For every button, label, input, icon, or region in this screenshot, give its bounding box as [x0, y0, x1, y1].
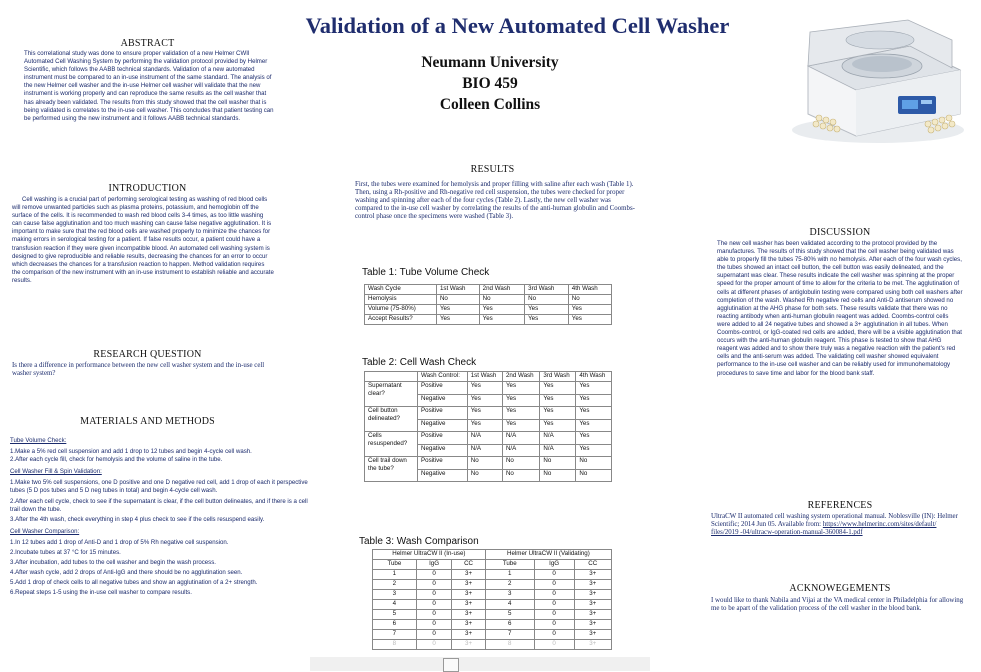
table-cell: 0	[416, 600, 452, 610]
table-cell: Yes	[436, 315, 479, 325]
table-cell: Yes	[467, 394, 502, 407]
table-row	[365, 407, 612, 420]
table-cell: 0	[416, 620, 452, 630]
table1-header: 2nd Wash	[479, 285, 524, 295]
table-row	[373, 620, 612, 630]
table2-group-label: Supernatant clear?	[365, 382, 418, 407]
table-cell: N/A	[467, 432, 502, 445]
table-cell: 0	[534, 600, 574, 610]
methods-step: 2.Incubate tubes at 37 °C for 15 minutes.	[10, 549, 121, 557]
table-cell: Positive	[418, 382, 468, 395]
table-cell: Yes	[467, 419, 502, 432]
table-cell: Yes	[568, 315, 611, 325]
table-cell: 0	[534, 590, 574, 600]
table-cell: Yes	[576, 419, 612, 432]
table-cell: 3+	[452, 570, 485, 580]
table-row	[373, 610, 612, 620]
table2-header: 4th Wash	[576, 372, 612, 382]
table-cell: 3+	[452, 610, 485, 620]
table3-header: Tube	[373, 560, 417, 570]
table-cell: Yes	[436, 305, 479, 315]
references-text: UltraCW II automated cell washing system operational manual. Noblesville (IN): Helmer Scientific; 2014 Jun 05. Available from:	[711, 513, 958, 529]
methods-subheading-volume: Tube Volume Check:	[10, 437, 67, 444]
table-cell: No	[568, 295, 611, 305]
table-cell: Negative	[418, 469, 468, 482]
table-cell: 3+	[452, 590, 485, 600]
university-name: Neumann University	[421, 54, 559, 71]
references-heading: REFERENCES	[807, 500, 873, 511]
methods-heading: MATERIALS AND METHODS	[80, 416, 215, 427]
table-row	[373, 600, 612, 610]
abstract-text: This correlational study was done to ensure proper validation of a new Helmer CWII Automated Cell Washing System by performing the validation protocol provided by Helmer Scientific, which follows the AABB technical standards. Validation of a new automated instrument must be compared to an in-use instrument of the same standard. The analysis of the new Helmer cell washer and the in-use Helmer cell washer will validate that the new instrument is working properly and can reproduce the same results as the cell washer that has already been validated. The results from this study showed that the cell washer that is being validated is correlates to the in-use cell washer. This concludes that patient testing can be performed using the new instrument and it follows AABB technical standards.	[24, 50, 274, 122]
methods-step: 3.After incubation, add tubes to the cell washer and begin the wash process.	[10, 559, 216, 567]
table-cell: Accept Results?	[365, 315, 437, 325]
table3-caption: Table 3: Wash Comparison	[359, 536, 479, 547]
table-cell: 3+	[452, 620, 485, 630]
table-row	[365, 382, 612, 395]
table-cell: Negative	[418, 419, 468, 432]
table-cell: No	[467, 457, 502, 470]
table-cell: 3+	[574, 640, 611, 650]
table-cell: 0	[416, 610, 452, 620]
table-cell: 0	[534, 620, 574, 630]
table-cell: 5	[485, 610, 534, 620]
table-cell: 3+	[574, 570, 611, 580]
table-cell: No	[540, 469, 576, 482]
table-cell: Yes	[568, 305, 611, 315]
table2-header: 2nd Wash	[502, 372, 539, 382]
table-cell: 3+	[452, 630, 485, 640]
methods-step: 5.Add 1 drop of check cells to all negative tubes and show an agglutination of a 2+ strength.	[10, 579, 258, 587]
table-cell: Yes	[576, 382, 612, 395]
table-cell: 3	[373, 590, 417, 600]
table-cell: 0	[534, 640, 574, 650]
table-row	[373, 590, 612, 600]
table-cell: N/A	[540, 432, 576, 445]
table1-header: 3rd Wash	[525, 285, 569, 295]
table-cell: Yes	[540, 407, 576, 420]
table-cell: No	[576, 457, 612, 470]
table-cell: Positive	[418, 407, 468, 420]
poster-title: Validation of a New Automated Cell Washer	[305, 13, 730, 38]
methods-step: 6.Repeat steps 1-5 using the in-use cell washer to compare results.	[10, 589, 192, 597]
table-cell: 3+	[574, 630, 611, 640]
table-cell: 3+	[452, 600, 485, 610]
references-block	[711, 513, 961, 537]
references-link[interactable]: https://www.helmerinc.com/sites/default/ files/2019 -04/ultracw-operation-manual-360084-1.pdf	[711, 521, 937, 537]
table-cell: Yes	[467, 407, 502, 420]
methods-subheading-comparison: Cell Washer Comparison:	[10, 527, 80, 535]
table-cell: 0	[416, 580, 452, 590]
table-cell: 1	[485, 570, 534, 580]
table1-caption: Table 1: Tube Volume Check	[362, 267, 490, 278]
table3-header: CC	[452, 560, 485, 570]
table-cell: 6	[485, 620, 534, 630]
table3-header: IgG	[416, 560, 452, 570]
table-cell: Yes	[502, 382, 539, 395]
table-cell: Yes	[502, 394, 539, 407]
table-cell: Yes	[540, 419, 576, 432]
table-cell: 3+	[574, 580, 611, 590]
table-cell: Positive	[418, 457, 468, 470]
table-cell: Yes	[479, 305, 524, 315]
results-text: First, the tubes were examined for hemolysis and proper filling with saline after each wash (Table 1). Then, using a Rh-positive and Rh-negative red cell suspension, the tubes were checked for proper washing and spinning after each of the four cycles (Table 2). Lastly, the new cell washer was compared to the in-use cell washer by correlating the results of the anti-human globulin and Coombs-control phase once the specimens were washed (Table 3).	[355, 181, 635, 221]
methods-content	[10, 437, 310, 598]
methods-step: 2.After each cell cycle, check to see if the supernatant is clear, if the cell button delineates, and if there is a cell trail down the tube.	[10, 497, 308, 513]
table3-header: Tube	[485, 560, 534, 570]
table-cell: 5	[373, 610, 417, 620]
table-row	[365, 295, 612, 305]
table3-group-right: Helmer UltraCW II (Validating)	[485, 550, 611, 560]
table-cell: Negative	[418, 444, 468, 457]
table-cell: Positive	[418, 432, 468, 445]
table2-header: Wash Control:	[418, 372, 468, 382]
table-cell: No	[436, 295, 479, 305]
table-cell: 0	[416, 630, 452, 640]
table-cell: 3+	[452, 580, 485, 590]
table-cell: 0	[416, 640, 452, 650]
table-cell: Yes	[467, 382, 502, 395]
viewer-toolbar-button[interactable]	[443, 658, 459, 672]
abstract-heading: ABSTRACT	[120, 38, 175, 49]
table-cell: 8	[373, 640, 417, 650]
table-cell: Yes	[525, 305, 569, 315]
methods-step: 2.After each cycle fill, check for hemolysis and the volume of saline in the tube.	[10, 456, 223, 464]
table3-wash-comparison	[372, 549, 612, 650]
table1-header: 1st Wash	[436, 285, 479, 295]
table-cell: 4	[485, 600, 534, 610]
table-cell: Yes	[576, 394, 612, 407]
methods-step: 4.After wash cycle, add 2 drops of Anti-IgG and there should be no agglutination seen.	[10, 569, 243, 577]
table2-caption: Table 2: Cell Wash Check	[362, 357, 477, 368]
table-cell: No	[525, 295, 569, 305]
table-cell: 3+	[574, 620, 611, 630]
table1-header: Wash Cycle	[365, 285, 437, 295]
table-cell: Yes	[502, 419, 539, 432]
table-row	[365, 315, 612, 325]
research-question-heading: RESEARCH QUESTION	[93, 349, 202, 360]
table-cell: N/A	[502, 432, 539, 445]
discussion-heading: DISCUSSION	[809, 227, 871, 238]
table-cell: 0	[534, 570, 574, 580]
table-cell: N/A	[502, 444, 539, 457]
viewer-toolbar	[310, 657, 650, 671]
table-cell: Yes	[525, 315, 569, 325]
table1-tube-volume	[364, 284, 612, 325]
table-cell: 7	[485, 630, 534, 640]
cell-washer-image	[790, 18, 965, 146]
table-cell: No	[576, 469, 612, 482]
introduction-heading: INTRODUCTION	[108, 183, 187, 194]
table3-header: IgG	[534, 560, 574, 570]
table-cell: 0	[534, 630, 574, 640]
research-question-text: Is there a difference in performance between the new cell washer system and the in-use cell washer system?	[12, 362, 265, 378]
discussion-text: The new cell washer has been validated according to the protocol provided by the manufactures. The results of this study showed that the cell washer being validated was able to properly fill the tubes 75-80% with no hemolysis. After each of the four wash cycles, the tubes showed an intact cell button, the cell button was easily delineated, and the supernatant was clear. These results indicate the cell washer was spinning at the proper speed for the proper amount of time to allow for the criteria to be met. The agglutination of cells at different phases of antiglobulin testing were compared using both cell washers after completion of the wash. Washed Rh negative red cells and Anti-D antiserum showed no agglutination at the AHG phase for both sets. These results validate that there was no reacting antibody when anti-human globulin reagent was added. Coombs-control cells were added to all 24 negative tubes and showed a 3+ agglutination in all tubes. When Coombs-control, or IgG-coated red cells are added, there will be a visible agglutination that occurs with the anti-human globulin reagent. This phase is tested to show that AHG reagent was added and to show there truly was a negative reaction with the patient's red cells and the anti-serum was added. The validating cell washer showed equivalent performance to the in-use cell washer and can be reliably used for immunohematology procedures to save time and labor for the blood bank staff.	[717, 240, 963, 377]
table-cell: No	[467, 469, 502, 482]
table-cell: Yes	[502, 407, 539, 420]
table-cell: 0	[416, 570, 452, 580]
table-cell: 7	[373, 630, 417, 640]
table-cell: 1	[373, 570, 417, 580]
methods-step: 1.In 12 tubes add 1 drop of Anti-D and 1 drop of 5% Rh negative cell suspension.	[10, 538, 229, 546]
table-cell: 0	[534, 580, 574, 590]
acknowledgements-heading: ACKNOWEGEMENTS	[789, 583, 891, 594]
table-cell: Yes	[540, 394, 576, 407]
table-cell: Yes	[540, 382, 576, 395]
table-row	[373, 630, 612, 640]
methods-step: 3.After the 4th wash, check everything in step 4 plus check to see if the cells resuspend easily.	[10, 515, 265, 523]
table-row	[365, 305, 612, 315]
table1-header: 4th Wash	[568, 285, 611, 295]
table-cell: 3+	[574, 590, 611, 600]
table-cell: N/A	[540, 444, 576, 457]
methods-step: 1.Make two 5% cell suspensions, one D positive and one D negative red cell, add 1 drop of each it perspective tubes (5 D pos tubes and 5 D neg tubes in total) and begin 4-cycle cell wash.	[10, 479, 308, 495]
table3-header: CC	[574, 560, 611, 570]
table2-cell-wash	[364, 371, 612, 482]
table-cell: N/A	[467, 444, 502, 457]
table-row	[373, 580, 612, 590]
table2-header: 3rd Wash	[540, 372, 576, 382]
table-cell: 8	[485, 640, 534, 650]
table-cell: No	[540, 457, 576, 470]
table-cell: Yes	[576, 407, 612, 420]
table-cell: Yes	[576, 444, 612, 457]
table-cell: Hemolysis	[365, 295, 437, 305]
table-cell: 4	[373, 600, 417, 610]
methods-subheading-fill-spin: Cell Washer Fill & Spin Validation:	[10, 468, 102, 476]
table-row	[373, 570, 612, 580]
table-cell: 3+	[452, 640, 485, 650]
table-cell: 0	[534, 610, 574, 620]
table2-header: 1st Wash	[467, 372, 502, 382]
table-cell: 0	[416, 590, 452, 600]
table-cell: Yes	[576, 432, 612, 445]
table-cell: 2	[373, 580, 417, 590]
table2-group-label: Cell trail down the tube?	[365, 457, 418, 482]
table-cell: Yes	[479, 315, 524, 325]
table-cell: Negative	[418, 394, 468, 407]
table-row	[365, 457, 612, 470]
table-cell: 3+	[574, 610, 611, 620]
table3-group-left: Helmer UltraCW II (In-use)	[373, 550, 486, 560]
table2-group-label: Cell button delineated?	[365, 407, 418, 432]
introduction-text: Cell washing is a crucial part of performing serological testing as washing of red blood cells will remove unwanted particles such as plasma proteins, potassium, and hemoglobin off the surface of the cells. It is recommended to wash red blood cells 3-4 times, as too little washing can cause false agglutination and too much washing can cause false negative agglutination. It is important to make sure that the red blood cells are washed properly to minimize the chances for making errors in serological testing for a patient. If false results occur, a patient could have a transfusion reaction if they were given incompatible blood. An automated cell washing system is designed to give reproducible and reliable results, decreasing the chances for an error to occur which decreases the chances for a transfusion reaction to happen. Method validation requires the comparison of the new instrument with an in-use instrument to establish reliable and accurate results.	[12, 196, 274, 284]
table-cell: 3	[485, 590, 534, 600]
table-row	[365, 432, 612, 445]
results-heading: RESULTS	[470, 164, 515, 175]
methods-step: 1.Make a 5% red cell suspension and add 1 drop to 12 tubes and begin 4-cycle cell wash.	[10, 448, 252, 456]
table-cell: No	[479, 295, 524, 305]
table-cell: No	[502, 469, 539, 482]
table-cell: 6	[373, 620, 417, 630]
table-row	[373, 640, 612, 650]
table2-group-label: Cells resuspended?	[365, 432, 418, 457]
table2-header	[365, 372, 418, 382]
table-cell: 2	[485, 580, 534, 590]
table-cell: No	[502, 457, 539, 470]
table-cell: Volume (75-80%)	[365, 305, 437, 315]
author-name: Colleen Collins	[439, 96, 541, 113]
acknowledgements-text: I would like to thank Nabila and Vijai at the VA medical center in Philadelphia for allowing me to be apart of the validation process of the cell washer in the blood bank.	[711, 597, 964, 613]
table-cell: 3+	[574, 600, 611, 610]
course-code: BIO 459	[462, 75, 518, 92]
